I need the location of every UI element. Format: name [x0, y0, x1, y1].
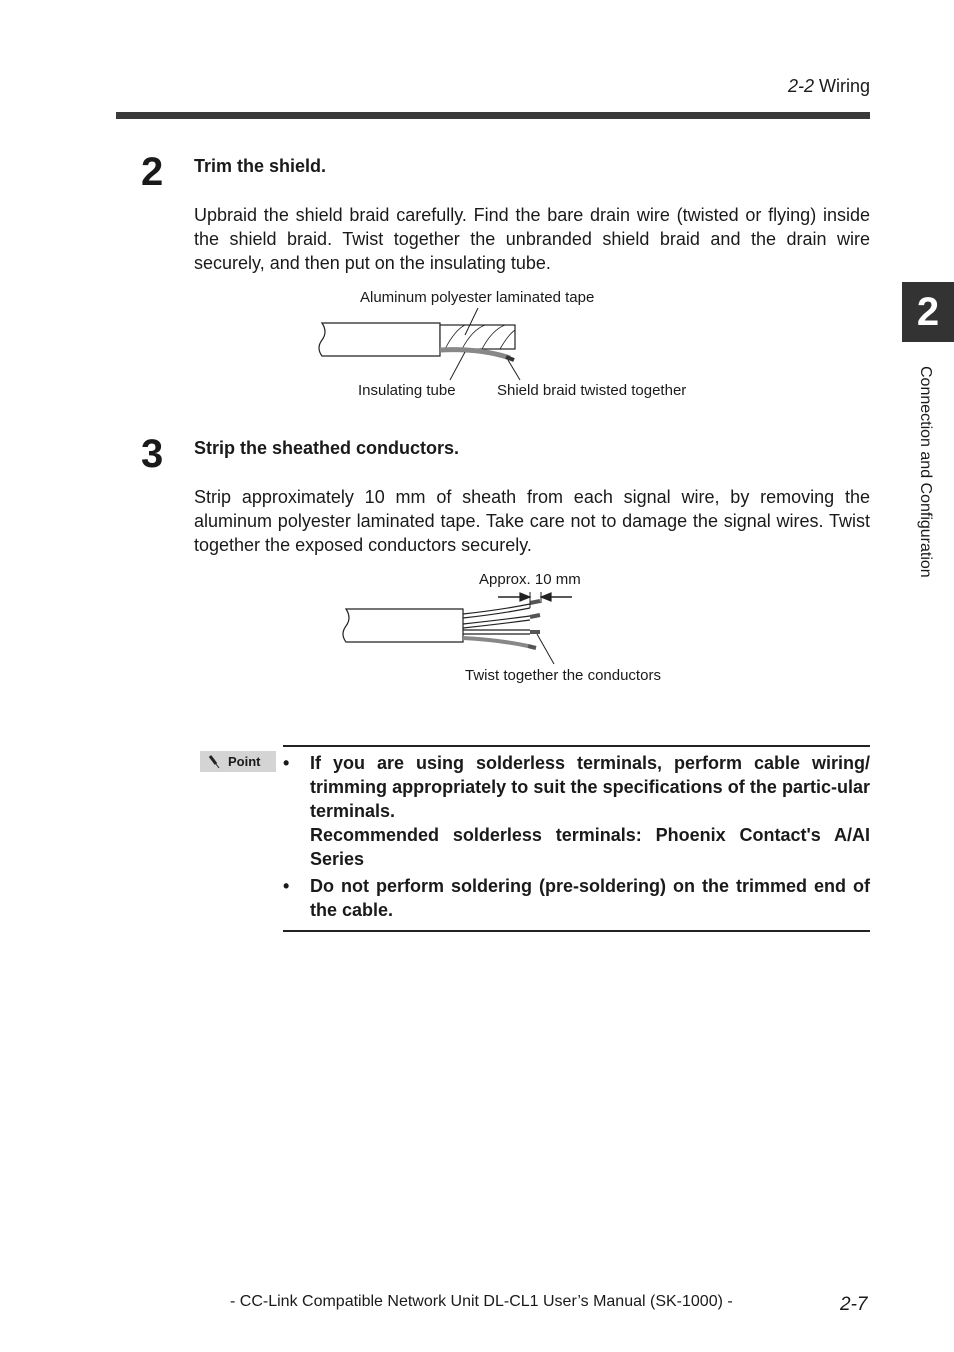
shield-trim-figure — [319, 308, 520, 380]
step-body: Strip approximately 10 mm of sheath from each signal wire, by removing the aluminum polyester laminated tape. Take care not to damage the signal wires. Twist together the exposed conductors securely. — [194, 487, 870, 555]
step-heading: Trim the shield. — [194, 156, 327, 176]
label-twist: Twist together the conductors — [465, 667, 661, 684]
step-number: 3 — [141, 432, 164, 476]
chapter-title: Connection and Configuration — [917, 366, 934, 578]
label-length: Approx. 10 mm — [479, 571, 581, 588]
label-braid: Shield braid twisted together — [497, 382, 687, 399]
point-top-rule — [283, 745, 870, 747]
footer-title: - CC-Link Compatible Network Unit DL-CL1 User’s Manual (SK-1000) - — [230, 1293, 733, 1310]
list-item: • Do not perform soldering (pre-soldering) on the trimmed end of the cable. — [283, 876, 870, 920]
step-heading: Strip the sheathed conductors. — [194, 438, 460, 458]
chapter-tab: 2 — [902, 282, 954, 342]
step-body: Upbraid the shield braid carefully. Find the bare drain wire (twisted or flying) inside the shield braid. Twist together the unbranded shield braid and the drain wire securely, and then put on the insulating tube. — [194, 205, 870, 273]
section-number: 2-2 — [787, 76, 814, 96]
point-notes — [283, 751, 870, 922]
pen-icon — [208, 755, 220, 769]
label-tube: Insulating tube — [358, 382, 456, 399]
list-item: • If you are using solderless terminals, perform cable wiring/ trimming appropriately to suit the specifications of the partic-ular terminals. — [283, 753, 870, 821]
running-header — [788, 76, 870, 97]
point-label: Point — [228, 754, 261, 769]
point-bottom-rule — [283, 930, 870, 932]
header-rule — [116, 112, 870, 119]
list-item: Recommended solderless terminals: Phoenix Contact's A/AI Series — [310, 825, 870, 869]
section-title: Wiring — [818, 76, 870, 96]
label-tape: Aluminum polyester laminated tape — [360, 289, 595, 306]
strip-conductors-figure — [343, 592, 572, 664]
point-badge — [200, 751, 276, 772]
page-number: 2-7 — [840, 1294, 868, 1315]
step-number: 2 — [141, 150, 164, 194]
